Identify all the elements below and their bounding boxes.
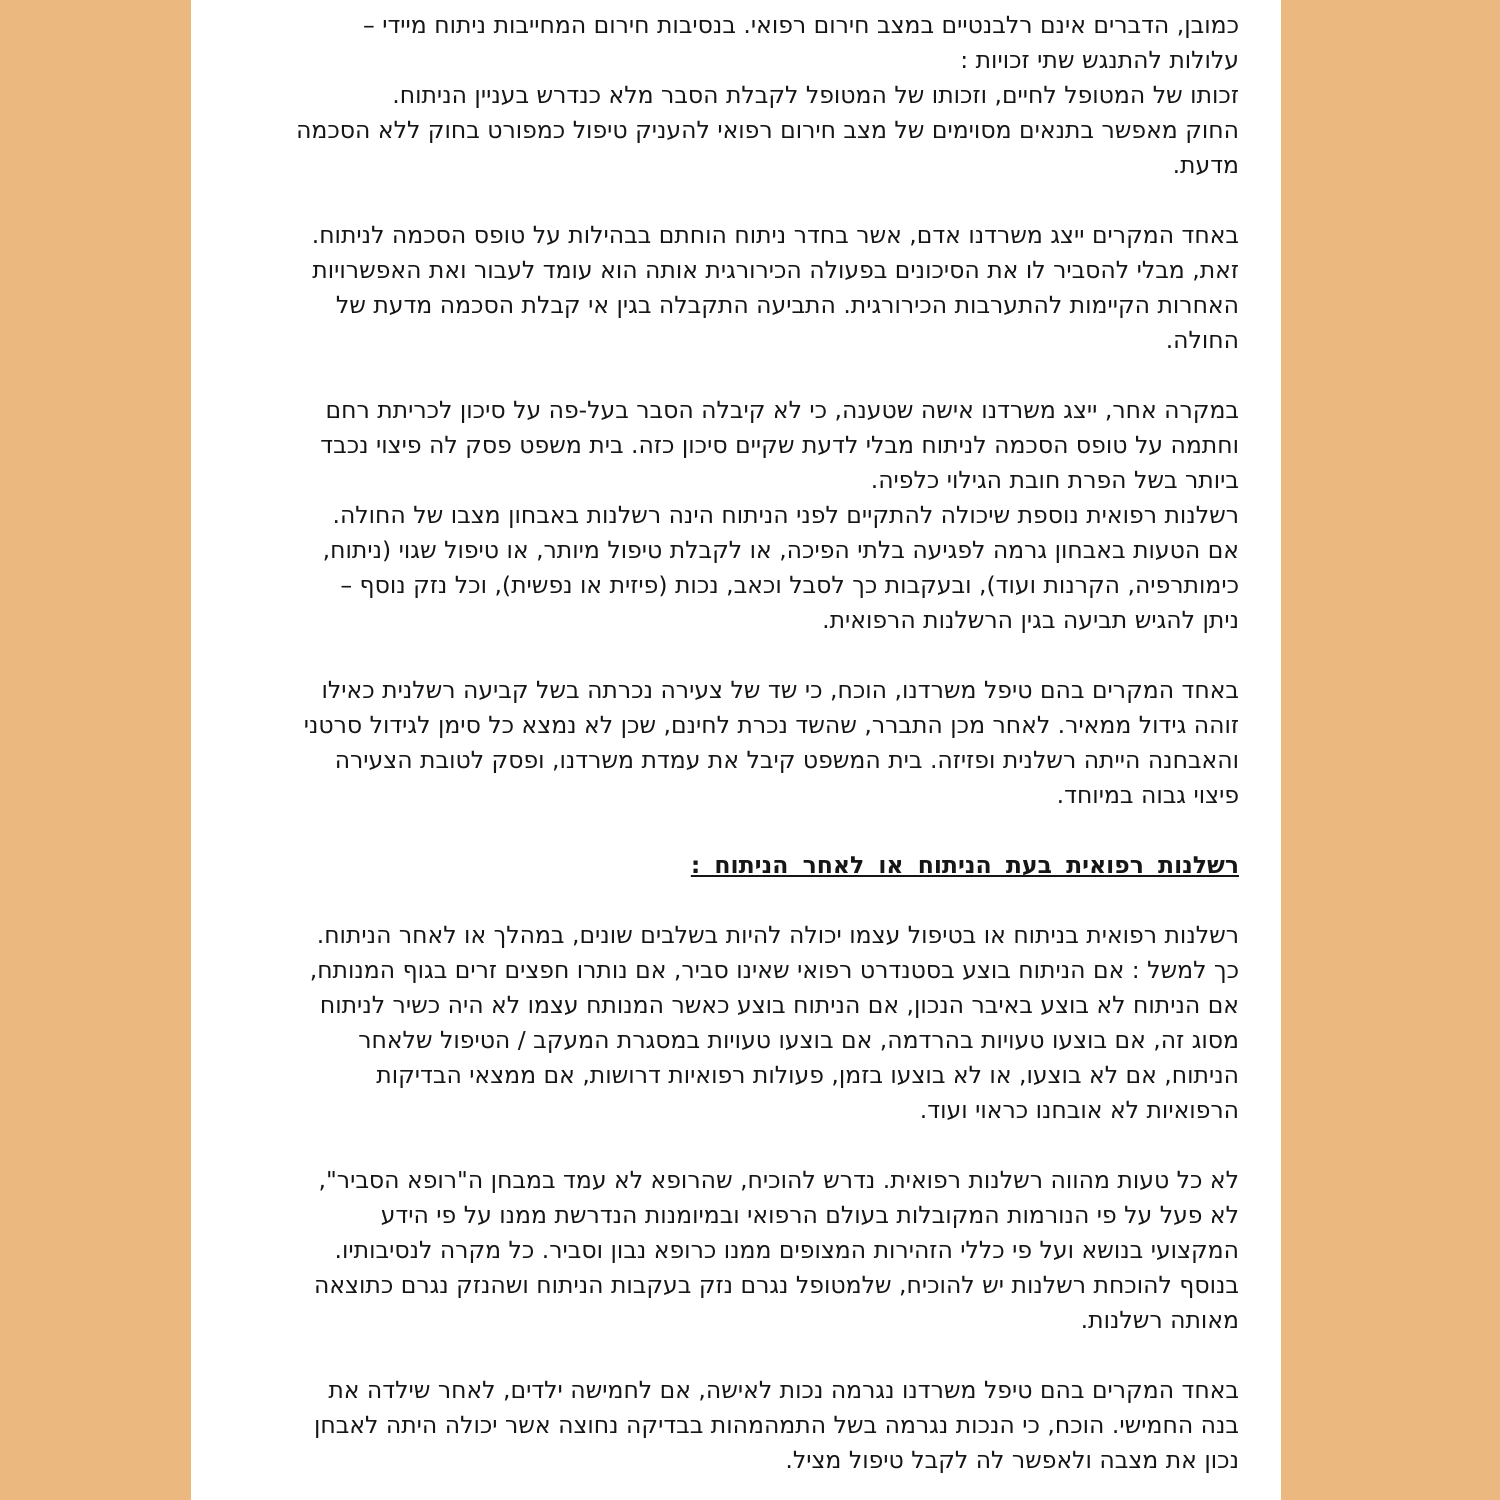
text-line: באחד המקרים בהם טיפל משרדנו נגרמה נכות לאישה, אם לחמישה ילדים, לאחר שילדה את [328,1376,1239,1404]
text-line: רשלנות רפואית בניתוח או בטיפול עצמו יכולה להיות בשלבים שונים, במהלך או לאחר הניתוח. [316,921,1239,949]
text-line: בנה החמישי. הוכח, כי הנכות נגרמה בשל התמהמהות בבדיקה נחוצה אשר יכולה היתה לאבחן [314,1411,1239,1439]
text-line: מאותה רשלנות. [1080,1306,1239,1334]
paragraph [219,1163,1239,1338]
document-body [219,8,1239,1478]
paragraph-spacer [219,1128,1239,1163]
text-line: באחד המקרים בהם טיפל משרדנו, הוכח, כי שד של צעירה נכרתה בשל קביעה רשלנית כאילו [321,676,1239,704]
text-line: מסוג זה, אם בוצעו טעויות בהרדמה, אם בוצעו טעויות במסגרת המעקב / הטיפול שלאחר [358,1026,1239,1054]
text-line: זכותו של המטופל לחיים, וזכותו של המטופל לקבלת הסבר מלא כנדרש בעניין הניתוח. [392,81,1239,109]
text-line: רשלנות רפואית נוספת שיכולה להתקיים לפני הניתוח הינה רשלנות באבחון מצבו של החולה. [332,501,1239,529]
text-line: אם הניתוח לא בוצע באיבר הנכון, אם הניתוח בוצע כאשר המנותח עצמו לא היה כשיר לניתוח [319,991,1239,1019]
text-line: האחרות הקיימות להתערבות הכירורגית. התביעה התקבלה בגין אי קבלת הסכמה מדעת של [335,291,1239,319]
paragraph [219,918,1239,1128]
text-line: והאבחנה הייתה רשלנית ופזיזה. בית המשפט קיבל את עמדת משרדנו, ופסק לטובת הצעירה [334,746,1239,774]
text-line: המקצועי בנושא ועל פי כללי הזהירות המצופים ממנו כרופא נבון וסביר. כל מקרה לנסיבותיו. [334,1236,1239,1264]
text-line: הניתוח, אם לא בוצעו, או לא בוצעו בזמן, פעולות רפואיות דרושות, אם ממצאי הבדיקות [376,1061,1239,1089]
text-line: עלולות להתנגש שתי זכויות : [960,46,1239,74]
paragraph-spacer [219,638,1239,673]
text-line: כימותרפיה, הקרנות ועוד), ובעקבות כך לסבל וכאב, נכות (פיזית או נפשית), וכל נזק נוסף – [340,571,1239,599]
paragraph [219,1373,1239,1478]
paragraph-spacer [219,183,1239,218]
document-page [191,0,1281,1500]
paragraph [219,673,1239,813]
text-line: לא פעל על פי הנורמות המקובלות בעולם הרפואי ובמיומנות הנדרשת ממנו על פי הידע [380,1201,1239,1229]
text-line: כמובן, הדברים אינם רלבנטיים במצב חירום רפואי. בנסיבות חירום המחייבות ניתוח מיידי – [362,11,1239,39]
text-line: במקרה אחר, ייצג משרדנו אישה שטענה, כי לא קיבלה הסבר בעל-פה על סיכון לכריתת רחם [325,396,1239,424]
paragraph [219,8,1239,183]
paragraph-spacer [219,883,1239,918]
text-line: החולה. [1165,326,1239,354]
paragraph [219,393,1239,638]
text-line: בנוסף להוכחת רשלנות יש להוכיח, שלמטופל נגרם נזק בעקבות הניתוח ושהנזק נגרם כתוצאה [314,1271,1239,1299]
text-line: ביותר בשל הפרת חובת הגילוי כלפיה. [870,466,1239,494]
paragraph-spacer [219,813,1239,848]
text-line: ניתן להגיש תביעה בגין הרשלנות הרפואית. [822,606,1239,634]
text-line: זאת, מבלי להסביר לו את הסיכונים בפעולה הכירורגית אותה הוא עומד לעבור ואת האפשרויות [312,256,1239,284]
text-line: מדעת. [1172,151,1239,179]
text-line: אם הטעות באבחון גרמה לפגיעה בלתי הפיכה, או לקבלת טיפול מיותר, או טיפול שגוי (ניתוח, [322,536,1239,564]
paragraph [219,218,1239,358]
text-line: לא כל טעות מהווה רשלנות רפואית. נדרש להוכיח, שהרופא לא עמד במבחן ה"רופא הסביר", [318,1166,1239,1194]
text-line: הרפואיות לא אובחנו כראוי ועוד. [919,1096,1239,1124]
text-line: פיצוי גבוה במיוחד. [1056,781,1239,809]
section-heading: רשלנות רפואית בעת הניתוח או לאחר הניתוח : [690,851,1239,879]
text-line: וחתמה על טופס הסכמה לניתוח מבלי לדעת שקיים סיכון כזה. בית משפט פסק לה פיצוי נכבד [320,431,1239,459]
text-line: החוק מאפשר בתנאים מסוימים של מצב חירום רפואי להעניק טיפול כמפורט בחוק ללא הסכמה [296,116,1239,144]
text-line: זוהה גידול ממאיר. לאחר מכן התברר, שהשד נכרת לחינם, שכן לא נמצא כל סימן לגידול סרטני [303,711,1239,739]
paragraph-spacer [219,358,1239,393]
text-line: באחד המקרים ייצג משרדנו אדם, אשר בחדר ניתוח הוחתם בבהילות על טופס הסכמה לניתוח. [311,221,1239,249]
paragraph-spacer [219,1338,1239,1373]
text-line: נכון את מצבה ולאפשר לה לקבל טיפול מציל. [785,1446,1239,1474]
text-line: כך למשל : אם הניתוח בוצע בסטנדרט רפואי שאינו סביר, אם נותרו חפצים זרים בגוף המנותח, [309,956,1239,984]
